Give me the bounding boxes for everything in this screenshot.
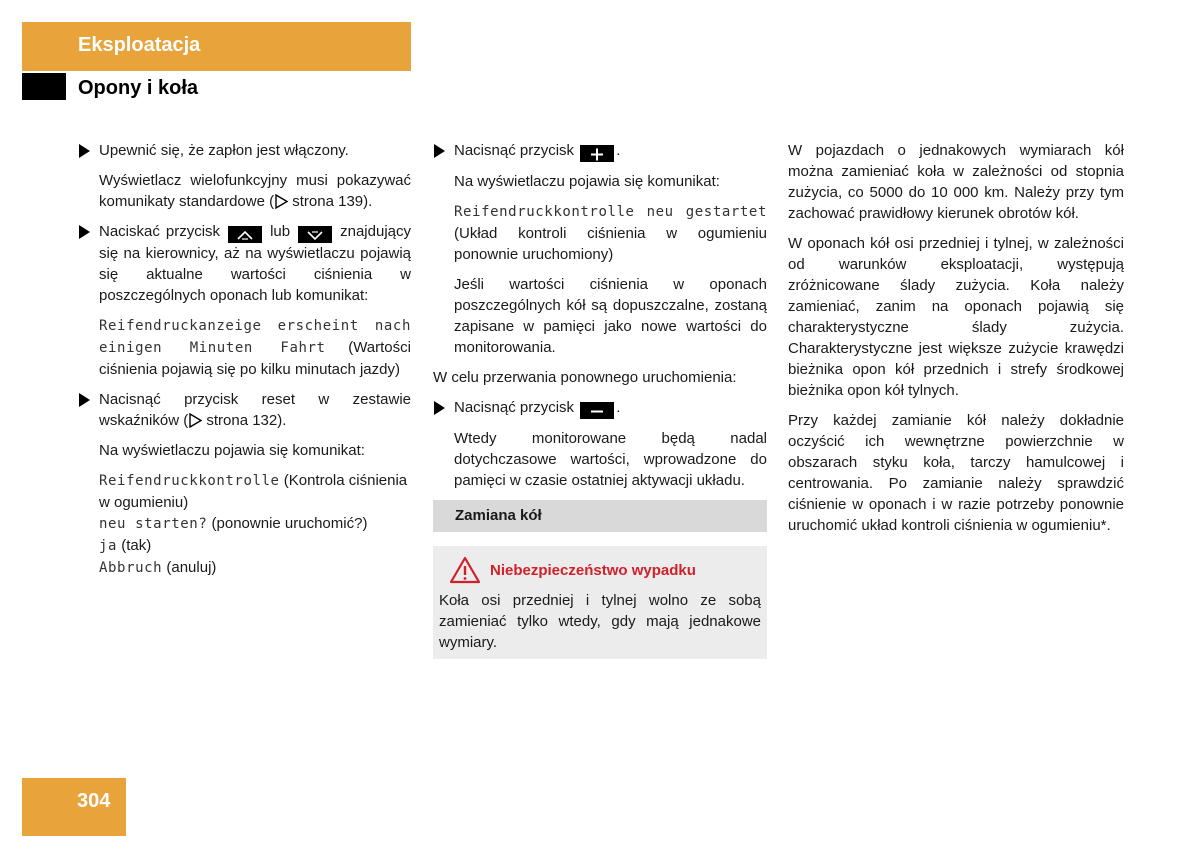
warning-heading: Niebezpieczeństwo wypadku <box>449 556 761 584</box>
paragraph-cleaning: Przy każdej zamianie kół należy dokładnie oczyścić ich wewnętrzne powierzchnie w obszarach styku koła, tarczy hamulcowej i centrowania. Po zamianie należy sprawdzić ciśnienie w oponach i w razie potrzeby ponownie uruchomić układ kontroli ciśnienia w ogumieniu*. <box>788 412 1124 534</box>
step-press-reset: Nacisnąć przycisk reset w zestawie wskaźników ( strona 132). <box>78 389 411 431</box>
paragraph-rotation: W pojazdach o jednakowych wymiarach kół można zamieniać koła w zależności od stopnia zużycia, co 5000 do 10 000 km. Należy przy tym zachować prawidłowy kierunek obrotów kół. <box>788 142 1124 222</box>
page-reference-icon <box>189 413 200 427</box>
chapter-title: Eksploatacja <box>78 34 201 56</box>
page-number: 304 <box>77 790 111 812</box>
down-button-icon <box>298 226 332 243</box>
column-right <box>788 140 1124 545</box>
page-reference-icon <box>275 194 286 208</box>
note-interrupt: W celu przerwania ponownego uruchomienia: <box>433 369 737 386</box>
bullet-arrow-icon <box>434 144 445 158</box>
bullet-arrow-icon <box>434 401 445 415</box>
column-left <box>78 140 411 588</box>
warning-text: Koła osi przedniej i tylnej wolno ze sobą zamieniać tylko wtedy, gdy mają jednakowe wymiary. <box>439 592 761 651</box>
subsection-heading: Zamiana kół <box>433 500 767 532</box>
step-ignition: Upewnić się, że zapłon jest włączony. <box>78 140 411 161</box>
message-pressure-display: Reifendruckanzeige erscheint nach einigen Minuten Fahrt (Wartości ciśnienia pojawią się po kilku minutach jazdy) <box>99 318 411 378</box>
section-marker <box>22 73 66 100</box>
paragraph-wear: W oponach kół osi przedniej i tylnej, w zależności od warunków eksploatacji, występują zróżnicowane ślady zużycia. Koła należy zamieniać, zanim na oponach pojawią się charakterystyczne ślady zużycia. Charakterystyczne jest większe zużycie krawędzi bieżnika opon kół przednich i strefy środkowej bieżnika opon kół tylnych. <box>788 235 1124 399</box>
column-middle <box>433 140 767 659</box>
note-previous-values: Wtedy monitorowane będą nadal dotychczasowe wartości, wprowadzone do pamięci w czasie ostatniej aktywacji układu. <box>454 430 767 489</box>
chapter-tab <box>22 22 411 71</box>
note-message-appears: Na wyświetlaczu pojawia się komunikat: <box>99 442 365 459</box>
up-button-icon <box>228 226 262 243</box>
warning-triangle-icon <box>449 556 481 584</box>
message-restarted: Reifendruckkontrolle neu gestartet (Układ kontroli ciśnienia w ogumieniu ponownie uruchomiony) <box>454 204 767 263</box>
plus-button-icon <box>580 145 614 162</box>
step-press-plus: Nacisnąć przycisk . <box>433 140 767 162</box>
page-number-box <box>22 778 126 836</box>
bullet-arrow-icon <box>79 225 90 239</box>
bullet-arrow-icon <box>79 144 90 158</box>
step-press-minus: Nacisnąć przycisk . <box>433 397 767 419</box>
section-title: Opony i koła <box>78 77 199 99</box>
bullet-arrow-icon <box>79 393 90 407</box>
note-display: Wyświetlacz wielofunkcyjny musi pokazywać komunikaty standardowe ( strona 139). <box>99 172 411 210</box>
minus-button-icon <box>580 402 614 419</box>
note-message-appears: Na wyświetlaczu pojawia się komunikat: <box>454 173 720 190</box>
note-values-saved: Jeśli wartości ciśnienia w oponach poszczególnych kół są dopuszczalne, zostaną zapisane w pamięci jako nowe wartości do monitorowania. <box>454 276 767 356</box>
step-press-arrows: Naciskać przycisk lub znajdujący się na kierownicy, aż na wyświetlaczu pojawią się aktualne wartości ciśnienia w poszczególnych oponach lub komunikat: <box>78 221 411 306</box>
warning-box <box>433 546 767 659</box>
message-list: Reifendruckkontrolle (Kontrola ciśnienia w ogumieniu) neu starten? (ponownie uruchomić?) ja (tak) Abbruch (anuluj) <box>99 472 408 576</box>
